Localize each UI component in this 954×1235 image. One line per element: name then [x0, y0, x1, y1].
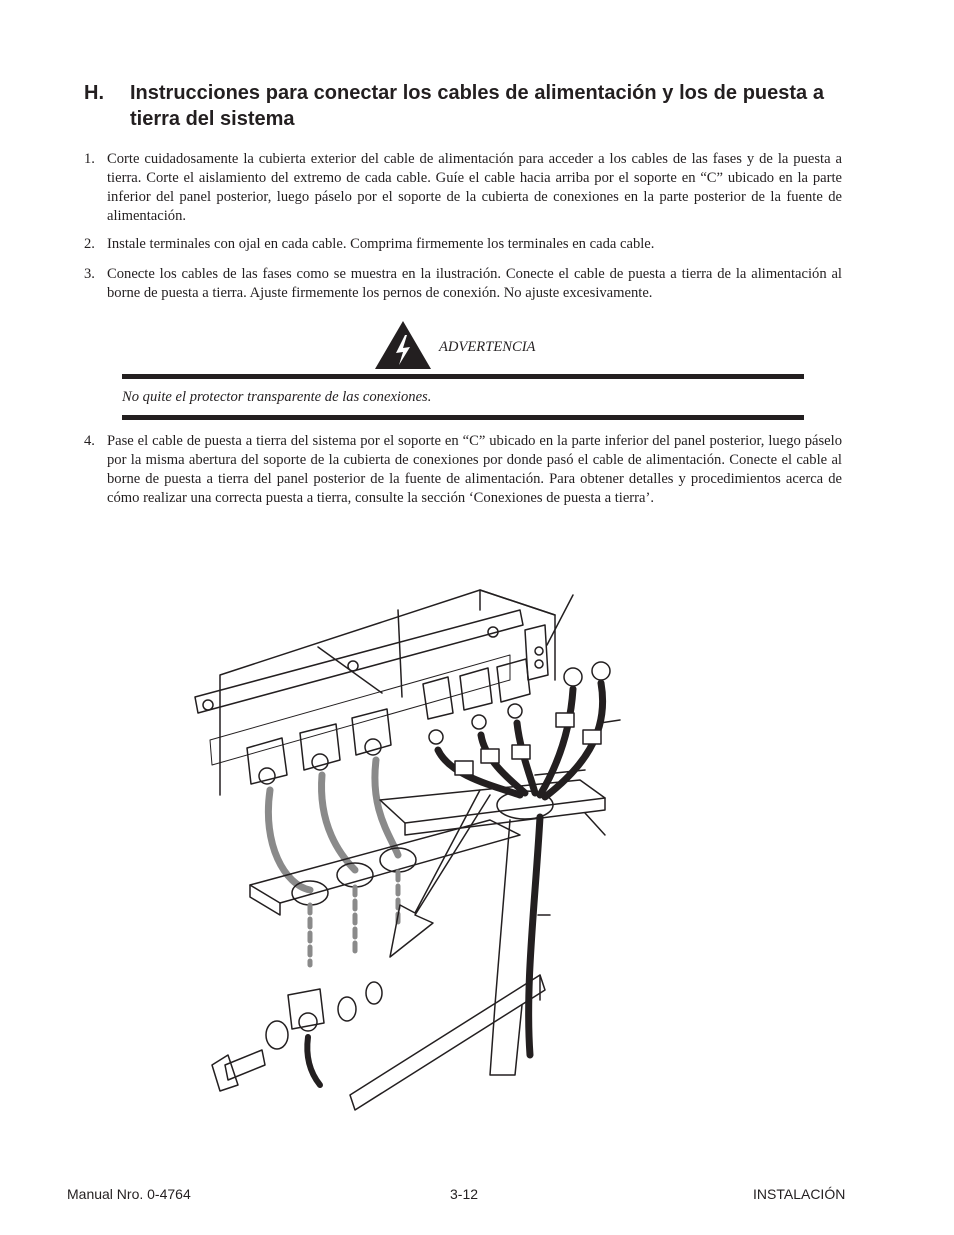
step-text: Instale terminales con ojal en cada cable. Comprima firmemente los terminales en cada cable. [107, 236, 655, 252]
footer-section-name: INSTALACIÓN [753, 1186, 846, 1202]
step-4 [84, 432, 842, 508]
step-text: Corte cuidadosamente la cubierta exterior del cable de alimentación para acceder a los cables de las fases y de la puesta a tierra. Corte el aislamiento del extremo de cada cable. Guíe el cable hacia arriba por el soporte en “C” ubicado en la parte inferior del panel posterior, luego páselo por el soporte de la cubierta de conexiones en la parte posterior de la fuente de alimentación. [107, 151, 842, 224]
step-1 [84, 150, 842, 226]
step-number: 2. [84, 236, 95, 252]
step-text: Pase el cable de puesta a tierra del sistema por el soporte en “C” ubicado en la parte inferior del panel posterior, luego páselo por la misma abertura del soporte de la cubierta de conexiones por donde pasó el cable de alimentación. Conecte el cable al borne de puesta a tierra del panel posterior de la fuente de alimentación. Para obtener detalles y procedimientos acerca de cómo realizar una correcta puesta a tierra, consulte la sección ‘Conexiones de puesta a tierra’. [107, 433, 842, 506]
step-number: 4. [84, 433, 95, 449]
footer-manual-number: Manual Nro. 0-4764 [67, 1186, 191, 1202]
section-letter: H. [84, 82, 104, 104]
warning-text: No quite el protector transparente de las conexiones. [122, 389, 432, 405]
warning-bottom-rule [122, 415, 804, 420]
power-cable-connection-illustration [190, 585, 630, 1115]
step-3 [84, 265, 842, 303]
warning-label: ADVERTENCIA [439, 339, 536, 355]
step-2 [84, 235, 842, 254]
step-number: 1. [84, 151, 95, 167]
step-text: Conecte los cables de las fases como se muestra en la ilustración. Conecte el cable de puesta a tierra de la alimentación al borne de puesta a tierra. Ajuste firmemente los pernos de conexión. No ajuste excesivamente. [107, 266, 842, 301]
section-title: Instrucciones para conectar los cables de alimentación y los de puesta a tierra del sistema [130, 82, 824, 130]
high-voltage-warning-icon [374, 320, 432, 370]
warning-top-rule [122, 374, 804, 379]
section-heading [84, 80, 824, 132]
step-number: 3. [84, 266, 95, 282]
footer-page-number: 3-12 [450, 1186, 479, 1202]
